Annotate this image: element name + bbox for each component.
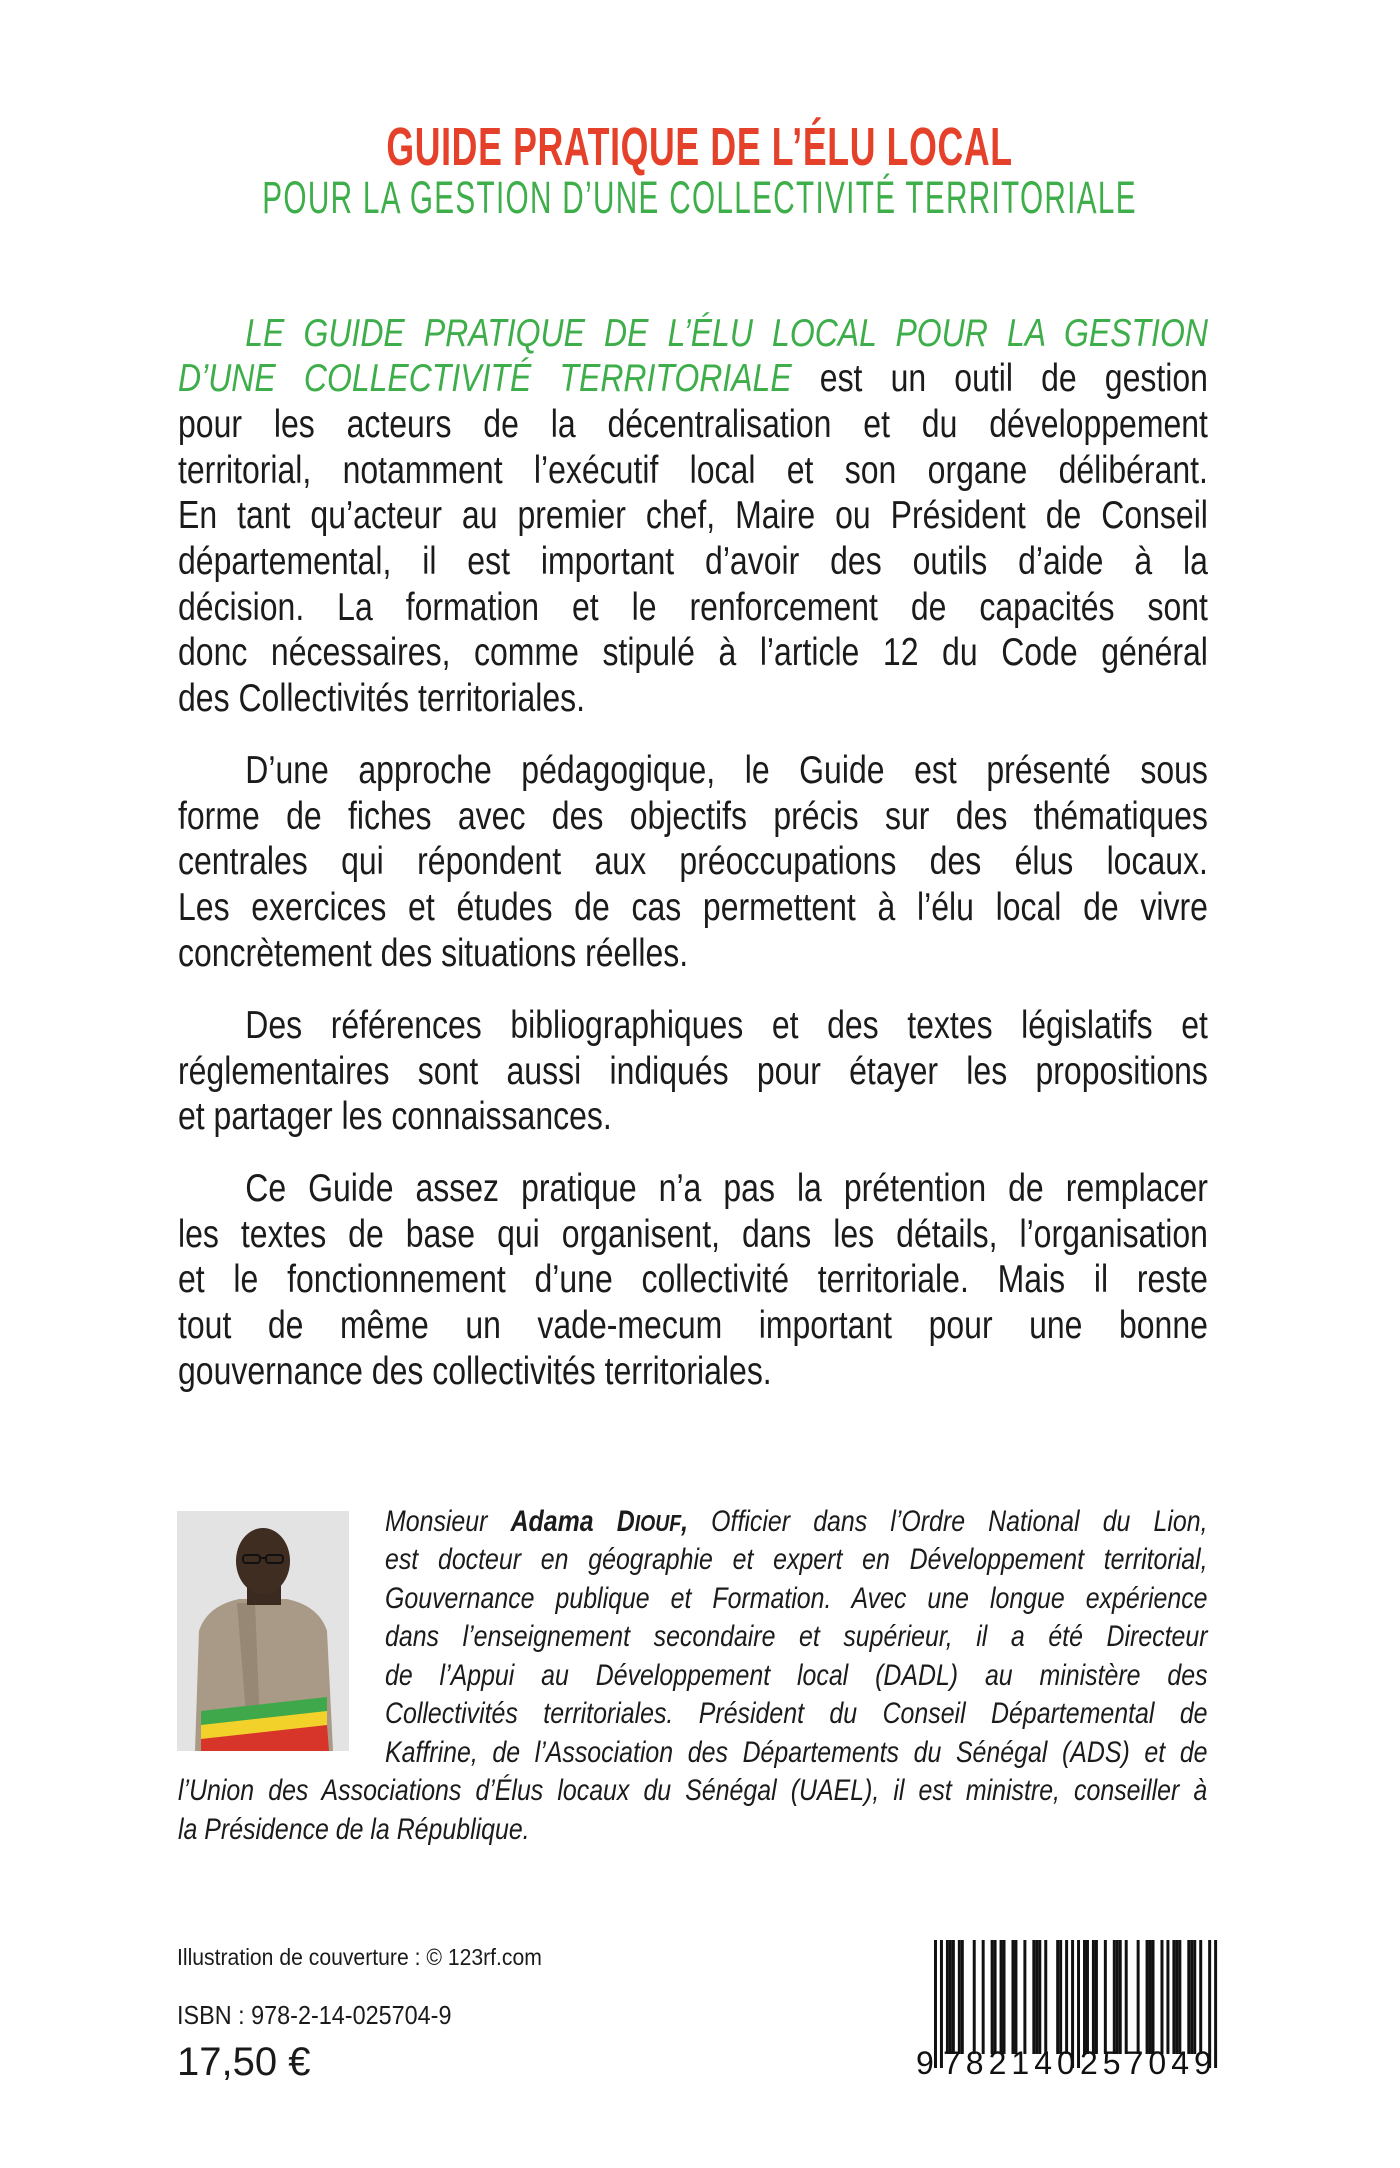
barcode-bar [1023, 1940, 1026, 2054]
barcode-bar [949, 1940, 952, 2054]
book-subtitle-text: POUR LA GESTION D’UNE COLLECTIVITÉ TERRITORIALE [262, 172, 1138, 223]
barcode-bar [1152, 1940, 1155, 2054]
barcode-bar [1083, 1940, 1086, 2054]
bio-prefix: Monsieur [385, 1505, 511, 1538]
barcode-bar [1137, 1940, 1140, 2054]
book-title-text: GUIDE PRATIQUE DE L’ÉLU LOCAL [386, 117, 1014, 177]
barcode-bar [1095, 1940, 1098, 2054]
barcode-bar [973, 1940, 976, 2054]
barcode-bar [1086, 1940, 1089, 2054]
barcode-bar [1178, 1940, 1181, 2054]
author-name [511, 1505, 688, 1538]
barcode-bar [1092, 1940, 1095, 2054]
barcode-right-digits: 257049 [1080, 2045, 1217, 2081]
barcode-bar [1116, 1940, 1119, 2054]
barcode-bar [1065, 1940, 1068, 2054]
barcode-bar [1125, 1940, 1128, 2054]
price: 17,50 € [177, 2040, 311, 2084]
isbn-barcode [912, 1936, 1232, 2086]
barcode-left-digits: 782140 [943, 2045, 1080, 2081]
barcode-bar [961, 1940, 964, 2054]
book-title-emphasis: LE GUIDE PRATIQUE DE L’ÉLU LOCAL POUR LA GESTION [245, 312, 1208, 355]
barcode-guard-bar [934, 1940, 937, 2068]
author-name-comma: , [681, 1505, 689, 1538]
book-title-emphasis: D’UNE COLLECTIVITÉ TERRITORIALE [178, 357, 792, 400]
barcode-bar [1044, 1940, 1047, 2054]
barcode-bar [946, 1940, 949, 2054]
author-portrait-icon [177, 1511, 349, 1751]
barcode-bar [1011, 1940, 1014, 2054]
barcode-bar [1199, 1940, 1202, 2054]
barcode-bar [1190, 1940, 1193, 2054]
barcode-bar [1119, 1940, 1122, 2054]
barcode-bar [982, 1940, 985, 2054]
author-photo [177, 1511, 349, 1751]
barcode-bar [1146, 1940, 1149, 2054]
barcode-bar [1000, 1940, 1003, 2054]
book-title [0, 116, 1400, 178]
barcode-bar [1059, 1940, 1062, 2054]
barcode-bar [1166, 1940, 1169, 2054]
barcode-bar [952, 1940, 955, 2054]
isbn: ISBN : 978-2-14-025704-9 [177, 2000, 452, 2030]
barcode-first-digit: 9 [916, 2045, 934, 2081]
author-first-name: Adama [510, 1505, 594, 1538]
barcode-bar [1104, 1940, 1107, 2054]
barcode-bar [958, 1940, 961, 2054]
barcode-bar [1035, 1940, 1038, 2054]
barcode-bar [1032, 1940, 1035, 2054]
barcode-bar [1003, 1940, 1006, 2054]
author-last-name-initial: D [616, 1505, 635, 1538]
barcode-bar [994, 1940, 997, 2054]
barcode-bar [1149, 1940, 1152, 2054]
barcode-bar [1175, 1940, 1178, 2054]
barcode-bar [991, 1940, 994, 2054]
barcode-bar [1113, 1940, 1116, 2054]
barcode-bar [1014, 1940, 1017, 2054]
barcode-bar [1160, 1940, 1163, 2054]
barcode-bar [1172, 1940, 1175, 2054]
barcode-bar [1056, 1940, 1059, 2054]
book-subtitle [0, 172, 1400, 224]
barcode-bar [1038, 1940, 1041, 2054]
bio-text: Officier dans l’Ordre National du Lion, [688, 1505, 1208, 1538]
cover-illustration-credit: Illustration de couverture : © 123rf.com [177, 1944, 542, 1970]
text-span: est un outil de gestion [791, 357, 1208, 400]
barcode-bar [1187, 1940, 1190, 2054]
barcode-bar [1193, 1940, 1196, 2054]
author-last-name-rest: IOUF [634, 1510, 682, 1536]
